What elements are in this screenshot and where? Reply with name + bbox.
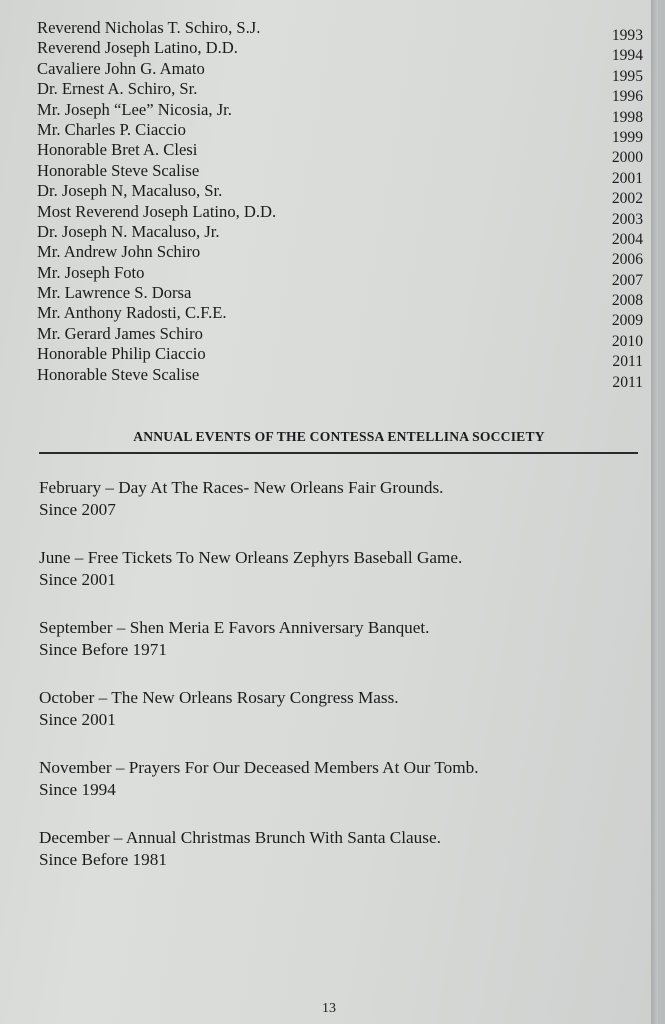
event-item bbox=[39, 687, 639, 757]
honoree-row bbox=[37, 201, 647, 228]
event-since: Since 2001 bbox=[39, 570, 116, 589]
honoree-name: Reverend Joseph Latino, D.D. bbox=[37, 38, 238, 58]
honoree-row bbox=[37, 364, 647, 391]
page-number: 13 bbox=[322, 1001, 336, 1016]
page-edge bbox=[651, 0, 658, 1024]
honoree-year: 2007 bbox=[611, 271, 643, 289]
event-since: Since 2001 bbox=[39, 710, 116, 729]
event-since: Since Before 1971 bbox=[39, 640, 167, 659]
honoree-name: Mr. Andrew John Schiro bbox=[37, 242, 201, 262]
honoree-row bbox=[37, 323, 647, 350]
honoree-name: Dr. Joseph N, Macaluso, Sr. bbox=[37, 181, 223, 201]
honoree-name: Mr. Joseph Foto bbox=[37, 262, 145, 282]
honoree-name: Honorable Philip Ciaccio bbox=[37, 344, 206, 364]
honoree-row bbox=[37, 79, 647, 106]
event-title: December – Annual Christmas Brunch With Santa Clause. bbox=[39, 828, 441, 847]
honoree-row bbox=[37, 221, 647, 248]
honoree-year: 2011 bbox=[612, 373, 643, 391]
honoree-row bbox=[37, 38, 647, 65]
honoree-year: 1996 bbox=[611, 88, 643, 106]
honoree-row bbox=[37, 283, 647, 310]
section-divider bbox=[39, 452, 638, 454]
honoree-year: 2001 bbox=[611, 169, 643, 187]
honoree-year: 1995 bbox=[611, 67, 643, 85]
honoree-name: Honorable Steve Scalise bbox=[37, 160, 200, 180]
honoree-year: 2004 bbox=[611, 230, 643, 248]
event-item bbox=[39, 617, 639, 687]
honoree-row bbox=[37, 262, 647, 289]
event-since: Since 1994 bbox=[39, 780, 116, 799]
honoree-list bbox=[37, 18, 647, 391]
honoree-name: Honorable Steve Scalise bbox=[37, 364, 200, 384]
honoree-year: 1999 bbox=[611, 128, 643, 146]
event-title: June – Free Tickets To New Orleans Zephyrs Baseball Game. bbox=[39, 548, 463, 567]
honoree-year: 2009 bbox=[611, 312, 643, 330]
honoree-year: 2000 bbox=[611, 149, 643, 167]
event-item bbox=[39, 757, 639, 827]
events-list bbox=[39, 477, 639, 897]
honoree-row bbox=[37, 18, 647, 44]
honoree-row bbox=[37, 181, 647, 208]
honoree-name: Dr. Ernest A. Schiro, Sr. bbox=[37, 79, 198, 99]
honoree-name: Mr. Lawrence S. Dorsa bbox=[37, 283, 192, 303]
honoree-year: 1998 bbox=[611, 108, 643, 126]
honoree-year: 1993 bbox=[611, 27, 643, 44]
event-item bbox=[39, 827, 639, 897]
honoree-year: 2011 bbox=[612, 353, 643, 371]
section-heading: ANNUAL EVENTS OF THE CONTESSA ENTELLINA SOCCIETY bbox=[133, 429, 545, 444]
event-since: Since Before 1981 bbox=[39, 850, 167, 869]
honoree-row bbox=[37, 160, 647, 187]
honoree-year: 1994 bbox=[611, 47, 643, 65]
honoree-row bbox=[37, 303, 647, 330]
honoree-name: Mr. Charles P. Ciaccio bbox=[37, 119, 186, 139]
event-title: October – The New Orleans Rosary Congress Mass. bbox=[39, 688, 399, 707]
honoree-year: 2010 bbox=[611, 332, 643, 350]
honoree-name: Mr. Anthony Radosti, C.F.E. bbox=[37, 303, 227, 323]
honoree-row bbox=[37, 344, 647, 371]
event-item bbox=[39, 477, 639, 547]
honoree-row bbox=[37, 58, 647, 85]
honoree-name: Cavaliere John G. Amato bbox=[37, 58, 205, 78]
honoree-row bbox=[37, 119, 647, 146]
honoree-name: Dr. Joseph N. Macaluso, Jr. bbox=[37, 221, 220, 241]
event-title: November – Prayers For Our Deceased Members At Our Tomb. bbox=[39, 758, 479, 777]
honoree-year: 2008 bbox=[611, 292, 643, 310]
honoree-year: 2006 bbox=[611, 251, 643, 269]
honoree-name: Mr. Joseph “Lee” Nicosia, Jr. bbox=[37, 99, 232, 119]
event-item bbox=[39, 547, 639, 617]
honoree-row bbox=[37, 242, 647, 269]
honoree-name: Reverend Nicholas T. Schiro, S.J. bbox=[37, 18, 261, 37]
honoree-row bbox=[37, 140, 647, 167]
honoree-year: 2002 bbox=[611, 190, 643, 208]
event-since: Since 2007 bbox=[39, 500, 116, 519]
honoree-row bbox=[37, 99, 647, 126]
honoree-year: 2003 bbox=[611, 210, 643, 228]
event-title: February – Day At The Races- New Orleans Fair Grounds. bbox=[39, 478, 444, 497]
honoree-name: Mr. Gerard James Schiro bbox=[37, 323, 203, 343]
honoree-name: Honorable Bret A. Clesi bbox=[37, 140, 198, 160]
event-title: September – Shen Meria E Favors Anniversary Banquet. bbox=[39, 618, 430, 637]
honoree-name: Most Reverend Joseph Latino, D.D. bbox=[37, 201, 277, 221]
